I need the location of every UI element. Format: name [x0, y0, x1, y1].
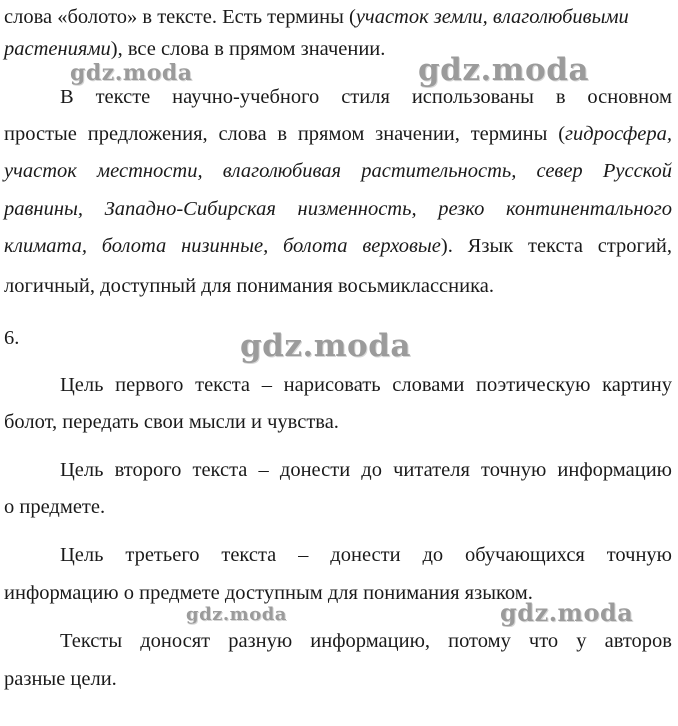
- watermark: gdz.moda: [240, 328, 411, 364]
- paragraph-1-line-1: слова «болото» в тексте. Есть термины (участок земли, влаголюбивыми: [4, 6, 629, 28]
- watermark: gdz.moda: [186, 604, 287, 625]
- paragraph-2-line-3: участок местности, влаголюбивая растительность, север Русской: [4, 160, 672, 182]
- watermark: gdz.moda: [500, 598, 634, 627]
- paragraph-2-line-1: В тексте научно-учебного стиля использованы в основном: [60, 86, 672, 108]
- paragraph-6-line-2: разные цели.: [4, 668, 117, 690]
- paragraph-1-line-2: растениями), все слова в прямом значении.: [4, 38, 386, 60]
- watermark: gdz.moda: [70, 60, 193, 86]
- paragraph-3-line-1: Цель первого текста – нарисовать словами поэтическую картину: [60, 374, 672, 396]
- paragraph-2-line-2: простые предложения, слова в прямом значении, термины (гидросфера,: [4, 123, 672, 145]
- paragraph-6-line-1: Тексты доносят разную информацию, потому что у авторов: [60, 630, 672, 652]
- paragraph-2-line-5: климата, болота низинные, болота верховые). Язык текста строгий,: [4, 235, 673, 257]
- paragraph-5-line-1: Цель третьего текста – донести до обучающихся точную: [60, 544, 672, 566]
- paragraph-5-line-2: информацию о предмете доступным для понимания языком.: [4, 582, 533, 604]
- paragraph-3-line-2: болот, передать свои мысли и чувства.: [4, 411, 339, 433]
- paragraph-4-line-1: Цель второго текста – донести до читателя точную информацию: [60, 459, 672, 481]
- section-number: 6.: [4, 327, 20, 349]
- paragraph-2-line-6: логичный, доступный для понимания восьмиклассника.: [4, 275, 494, 297]
- paragraph-2-line-4: равнины, Западно-Сибирская низменность, резко континентального: [4, 198, 672, 220]
- watermark: gdz.moda: [418, 52, 589, 88]
- paragraph-4-line-2: о предмете.: [4, 496, 106, 518]
